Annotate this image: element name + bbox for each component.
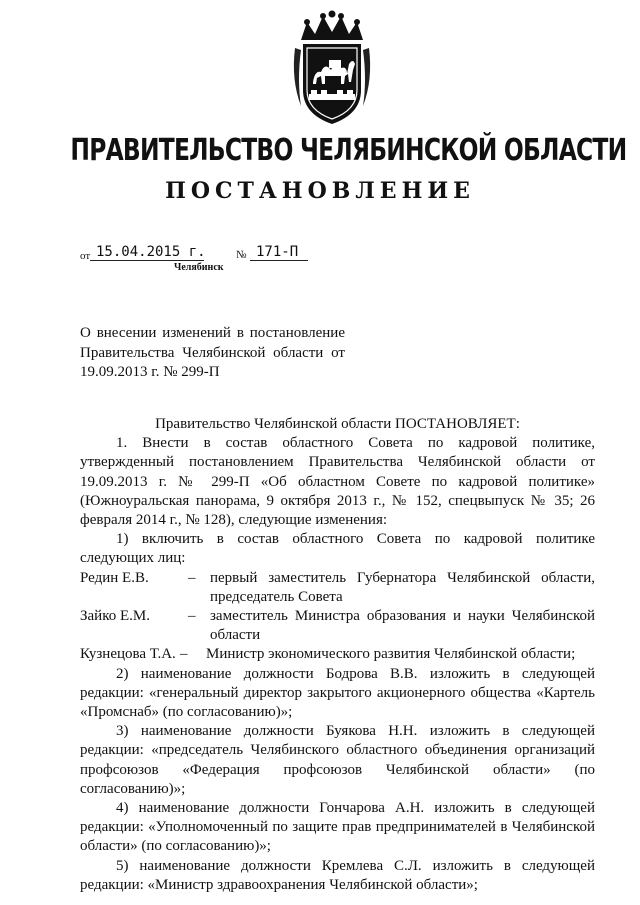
chelyabinsk-coat-of-arms-icon (291, 10, 373, 128)
member-row (80, 645, 595, 664)
government-title: ПРАВИТЕЛЬСТВО ЧЕЛЯБИНСКОЙ ОБЛАСТИ (70, 133, 627, 168)
member-name: Кузнецова Т.А. (80, 646, 176, 663)
member-name: Редин Е.В. (80, 569, 149, 586)
decree-subject: О внесении изменений в постановление Правительства Челябинской области от 19.09.2013 г. № 299-П (80, 325, 345, 380)
item-1: 1. Внести в состав областного Совета по кадровой политике, утвержденный постановлением Правительства Челябинской области от 19.09.2013 г. № 299-П «Об областном Совете по кадровой политике» (Южноуральская панорама, 9 октября 2013 г., № 152, спецвыпуск № 35; 26 февраля 2014 г., № 128), следующие изменения: (80, 435, 595, 529)
member-dash: – (188, 569, 196, 586)
decree-date: 15.04.2015 г. (90, 244, 204, 261)
subitem-1: 1) включить в состав областного Совета по кадровой политике следующих лиц: (80, 531, 595, 567)
subitem-4: 4) наименование должности Гончарова А.Н. изложить в следующей редакции: «Уполномоченный по защите прав предпринимателей в Челябинской области» (по согласованию)»; (80, 800, 595, 855)
subitem-2: 2) наименование должности Бодрова В.В. изложить в следующей редакции: «генеральный директор закрытого акционерного общества «Картель «Промснаб» (по согласованию)»; (80, 665, 595, 721)
member-row (80, 569, 595, 607)
resolution-line: Правительство Челябинской области ПОСТАНОВЛЯЕТ: (155, 416, 520, 432)
document-type-title: ПОСТАНОВЛЕНИЕ (165, 178, 475, 204)
number-label: № (236, 249, 247, 261)
member-post: первый заместитель Губернатора Челябинской области, председатель Совета (210, 569, 595, 605)
member-post: заместитель Министра образования и науки Челябинской области (210, 608, 595, 644)
member-row (80, 607, 595, 645)
subitem-5: 5) наименование должности Кремлева С.Л. изложить в следующей редакции: «Министр здравоохранения Челябинской области»; (80, 857, 595, 893)
decree-number: 171-П (250, 244, 308, 261)
member-dash: – (188, 608, 196, 625)
member-name: Зайко Е.М. (80, 608, 150, 625)
subitem-3: 3) наименование должности Буякова Н.Н. изложить в следующей редакции: «председатель Челябинского областного объединения организаций профсоюзов «Федерация профсоюзов Челябинской области» (по согласованию)»; (80, 723, 595, 797)
member-dash: – (180, 646, 188, 663)
date-prefix: от (80, 250, 91, 262)
decree-body (80, 415, 595, 895)
city-label: Челябинск (174, 262, 224, 273)
member-post: Министр экономического развития Челябинской области; (206, 646, 576, 663)
